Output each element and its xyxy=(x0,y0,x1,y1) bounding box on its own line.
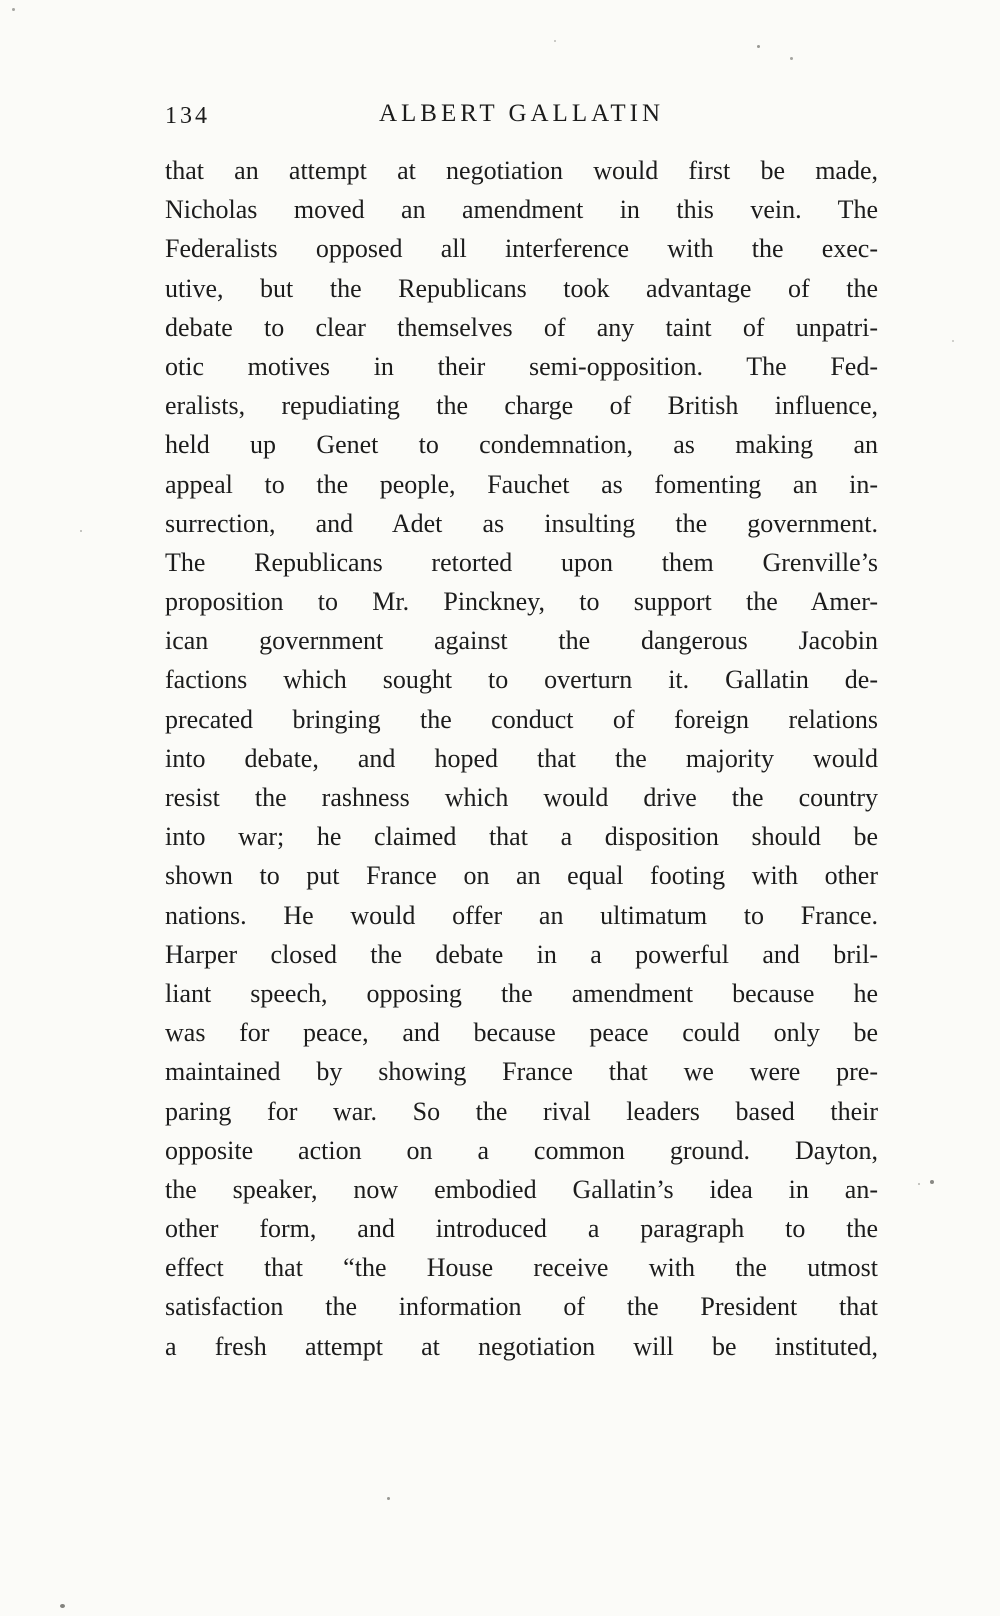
body-text-line: surrection, and Adet as insulting the government. xyxy=(165,508,878,538)
body-text-line: that an attempt at negotiation would first be made, xyxy=(165,156,878,185)
body-text-line: maintained by showing France that we were pre- xyxy=(165,1057,878,1087)
body-text-line: utive, but the Republicans took advantage of the xyxy=(165,273,878,303)
body-text-line: shown to put France on an equal footing with other xyxy=(165,861,878,891)
body-text-line: otic motives in their semi-opposition. The Fed- xyxy=(165,351,878,381)
body-text-line: held up Genet to condemnation, as making an xyxy=(165,430,878,460)
scan-speck xyxy=(757,45,760,48)
body-text-line: nations. He would offer an ultimatum to France. xyxy=(165,900,878,930)
body-text xyxy=(165,151,878,1366)
scan-speck xyxy=(790,57,793,60)
running-title: ALBERT GALLATIN xyxy=(378,100,665,127)
body-text-line: precated bringing the conduct of foreign relations xyxy=(165,704,878,734)
scan-speck xyxy=(952,340,954,342)
scan-speck xyxy=(918,1183,920,1185)
scan-speck xyxy=(12,8,15,11)
body-text-line: factions which sought to overturn it. Gallatin de- xyxy=(165,665,878,695)
page-number: 134 xyxy=(165,103,210,129)
body-text-line: ican government against the dangerous Jacobin xyxy=(165,626,878,656)
scan-speck xyxy=(554,40,556,42)
body-text-line: other form, and introduced a paragraph to the xyxy=(165,1214,878,1244)
body-text-line: a fresh attempt at negotiation will be instituted, xyxy=(165,1331,878,1361)
body-text-line: eralists, repudiating the charge of British influence, xyxy=(165,391,878,421)
body-text-line: resist the rashness which would drive the country xyxy=(165,783,878,812)
body-text-line: Federalists opposed all interference with the exec- xyxy=(165,234,878,264)
body-text-line: appeal to the people, Fauchet as fomenting an in- xyxy=(165,469,878,499)
body-text-line: effect that “the House receive with the utmost xyxy=(165,1253,878,1283)
body-text-line: paring for war. So the rival leaders based their xyxy=(165,1096,878,1126)
page-header xyxy=(165,100,878,134)
body-text-line: satisfaction the information of the President that xyxy=(165,1292,878,1322)
scan-speck xyxy=(387,1497,390,1500)
body-text-line: Harper closed the debate in a powerful and bril- xyxy=(165,939,878,969)
scan-speck xyxy=(80,530,82,532)
scan-speck xyxy=(930,1180,934,1184)
body-text-line: opposite action on a common ground. Dayton, xyxy=(165,1135,878,1165)
body-text-line: into war; he claimed that a disposition should be xyxy=(165,822,878,852)
body-text-line: debate to clear themselves of any taint of unpatri- xyxy=(165,312,878,342)
body-text-line: The Republicans retorted upon them Grenville’s xyxy=(165,547,878,577)
body-text-line: Nicholas moved an amendment in this vein. The xyxy=(165,195,878,225)
body-text-line: proposition to Mr. Pinckney, to support the Amer- xyxy=(165,587,878,617)
body-text-line: the speaker, now embodied Gallatin’s idea in an- xyxy=(165,1174,878,1204)
body-text-line: into debate, and hoped that the majority would xyxy=(165,743,878,773)
body-text-line: was for peace, and because peace could only be xyxy=(165,1018,878,1048)
scan-speck xyxy=(60,1604,65,1608)
body-text-line: liant speech, opposing the amendment because he xyxy=(165,978,878,1008)
